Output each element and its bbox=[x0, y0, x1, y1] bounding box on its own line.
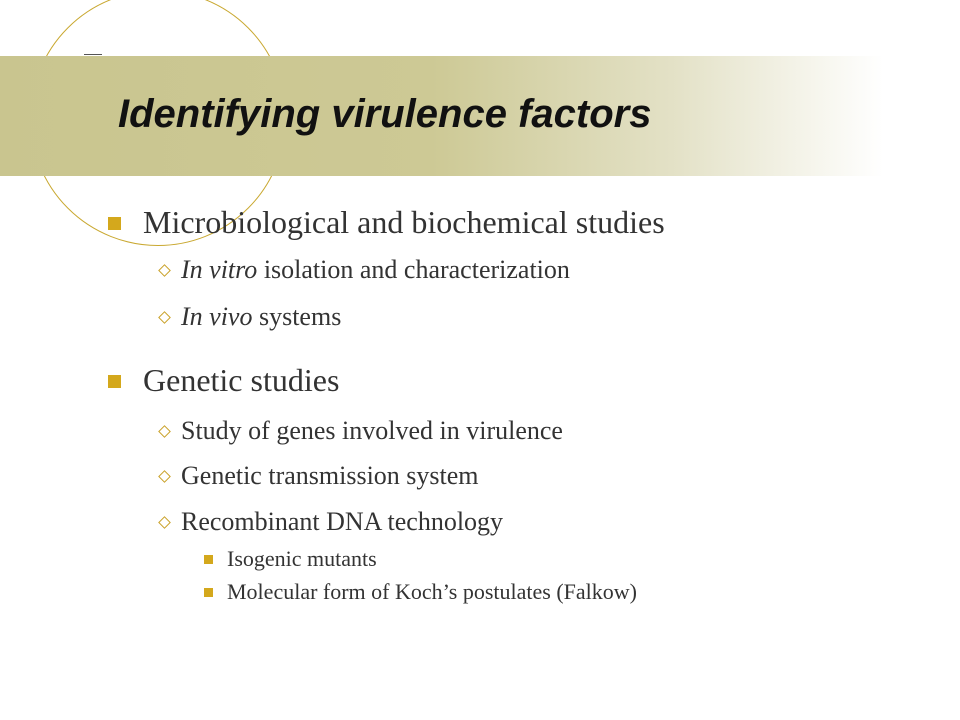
subbullet-in-vitro bbox=[157, 253, 570, 287]
square-bullet-icon bbox=[204, 555, 213, 564]
bullet-text: Isogenic mutants bbox=[227, 546, 377, 571]
square-bullet-icon bbox=[108, 375, 121, 388]
square-bullet-icon bbox=[204, 588, 213, 597]
subbullet-in-vivo bbox=[157, 300, 341, 334]
diamond-bullet-icon bbox=[158, 311, 171, 324]
decorative-dash bbox=[84, 54, 102, 55]
bullet-text: Microbiological and biochemical studies bbox=[143, 204, 665, 240]
bullet-text: Study of genes involved in virulence bbox=[181, 416, 563, 445]
diamond-bullet-icon bbox=[158, 470, 171, 483]
bullet-text: Genetic studies bbox=[143, 362, 340, 398]
bullet-microbiological-studies bbox=[108, 202, 665, 242]
subsubbullet-kochs-postulates bbox=[204, 578, 637, 606]
subbullet-study-of-genes bbox=[157, 414, 563, 448]
bullet-text: isolation and characterization bbox=[257, 255, 570, 284]
bullet-text: Genetic transmission system bbox=[181, 461, 479, 490]
diamond-bullet-icon bbox=[158, 425, 171, 438]
diamond-bullet-icon bbox=[158, 516, 171, 529]
bullet-text: Molecular form of Koch’s postulates (Falkow) bbox=[227, 579, 637, 604]
slide-title: Identifying virulence factors bbox=[118, 92, 652, 136]
italic-term: In vitro bbox=[181, 255, 258, 284]
bullet-text: systems bbox=[252, 302, 342, 331]
subsubbullet-isogenic-mutants bbox=[204, 545, 377, 573]
diamond-bullet-icon bbox=[158, 264, 171, 277]
italic-term: In vivo bbox=[181, 302, 253, 331]
bullet-text: Recombinant DNA technology bbox=[181, 507, 504, 536]
square-bullet-icon bbox=[108, 217, 121, 230]
subbullet-recombinant-dna bbox=[157, 505, 503, 539]
bullet-genetic-studies bbox=[108, 360, 339, 400]
subbullet-genetic-transmission bbox=[157, 459, 479, 493]
